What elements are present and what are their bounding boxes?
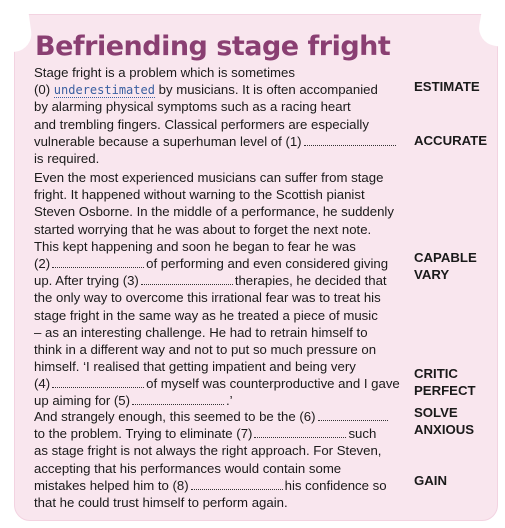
text-line: as stage fright is not always the right approach. For Steven, <box>34 443 382 459</box>
answer-gap-8[interactable] <box>191 479 283 490</box>
keyword-estimate: ESTIMATE <box>414 79 480 94</box>
text-fragment: his confidence so <box>284 477 387 493</box>
paragraph-1 <box>34 64 404 167</box>
text-fragment: up. After trying (3) <box>34 273 139 289</box>
gap-number: (2) <box>34 255 51 271</box>
keyword-perfect: PERFECT <box>414 383 476 398</box>
text-line <box>34 133 404 150</box>
text-line: Stage fright is a problem which is sometimes <box>34 65 295 80</box>
text-fragment: And strangely enough, this seemed to be the (6) <box>34 409 316 424</box>
page-title: Befriending stage fright <box>35 31 391 62</box>
text-line: is required. <box>34 150 100 166</box>
text-fragment: mistakes helped him to (8) <box>34 477 189 493</box>
text-line: fright. It happened without warning to the Scottish pianist <box>34 187 365 203</box>
text-line: stage fright in the same way as he treated a piece of music <box>34 307 378 323</box>
text-fragment: by musicians. It is often accompanied <box>158 82 378 98</box>
text-line: started worrying that he was about to forget the next note. <box>34 221 372 237</box>
text-line <box>34 477 404 494</box>
answer-gap-3[interactable] <box>141 274 233 285</box>
text-line <box>34 408 404 425</box>
text-line: think in a different way and not to put so much pressure on <box>34 341 377 357</box>
answer-gap-5[interactable] <box>132 394 224 405</box>
text-line <box>34 272 404 289</box>
text-line: – as an interesting challenge. He had to retrain himself to <box>34 324 368 340</box>
keyword-anxious: ANXIOUS <box>414 422 475 437</box>
text-line <box>34 255 404 272</box>
text-line: Even the most experienced musicians can suffer from stage <box>34 170 384 185</box>
paragraph-2 <box>34 169 404 410</box>
text-line: by alarming physical symptoms such as a racing heart <box>34 99 351 115</box>
gap-number: (0) <box>34 82 51 98</box>
keyword-accurate: ACCURATE <box>414 133 488 148</box>
example-answer: underestimated <box>53 83 155 98</box>
text-fragment: .’ <box>226 393 233 409</box>
text-line <box>34 81 404 98</box>
text-fragment: of myself was counterproductive and I gave <box>146 376 400 392</box>
text-fragment: vulnerable because a superhuman level of (1) <box>34 133 302 149</box>
text-fragment: of performing and even considered giving <box>146 255 389 271</box>
text-line: Steven Osborne. In the middle of a performance, he suddenly <box>34 204 394 220</box>
text-fragment: to the problem. Trying to eliminate (7) <box>34 426 253 442</box>
text-line: accepting that his performances would contain some <box>34 460 342 476</box>
text-line <box>34 375 404 392</box>
text-fragment: such <box>348 426 377 442</box>
answer-gap-1[interactable] <box>304 135 396 146</box>
text-line: himself. ‘I realised that getting impatient and being very <box>34 359 356 375</box>
gap-number: (4) <box>34 376 51 392</box>
answer-gap-2[interactable] <box>52 257 144 268</box>
text-fragment: therapies, he decided that <box>234 273 387 289</box>
keyword-gain: GAIN <box>414 473 447 488</box>
text-line: that he could trust himself to perform again. <box>34 494 288 510</box>
paragraph-3 <box>34 408 404 511</box>
text-line: and trembling fingers. Classical performers are especially <box>34 116 369 132</box>
keyword-solve: SOLVE <box>414 405 458 420</box>
answer-gap-7[interactable] <box>254 427 346 438</box>
keyword-critic: CRITIC <box>414 366 458 381</box>
text-line: the only way to overcome this irrational fear was to treat his <box>34 290 381 306</box>
exercise-card <box>14 14 498 521</box>
text-line: This kept happening and soon he began to fear he was <box>34 238 356 254</box>
text-line <box>34 425 404 442</box>
keyword-vary: VARY <box>414 267 450 282</box>
answer-gap-6[interactable] <box>318 410 388 421</box>
answer-gap-4[interactable] <box>52 377 144 388</box>
text-fragment: up aiming for (5) <box>34 393 131 409</box>
keyword-capable: CAPABLE <box>414 250 477 265</box>
